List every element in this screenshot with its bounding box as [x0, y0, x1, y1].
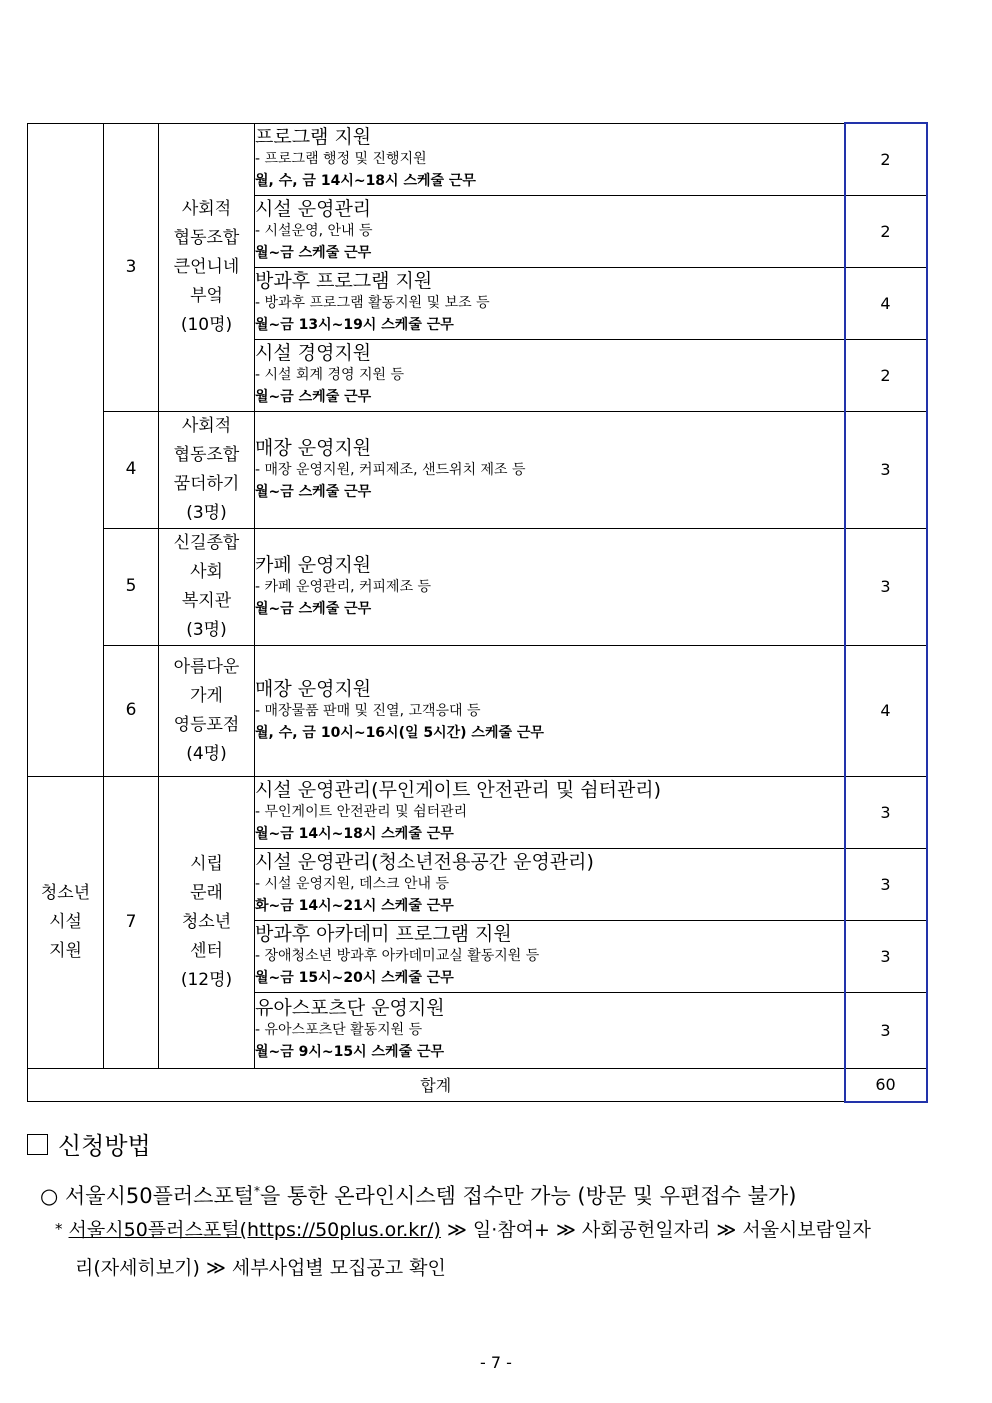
count-cell: 4	[845, 267, 927, 339]
category-cell	[28, 123, 104, 776]
count-cell: 4	[845, 645, 927, 776]
task-desc: - 방과후 프로그램 활동지원 및 보조 등	[255, 295, 490, 311]
task-schedule: 월, 수, 금 10시~16시(일 5시간) 스케줄 근무	[255, 724, 544, 741]
task-desc: - 시설 회계 경영 지원 등	[255, 367, 405, 383]
task-schedule: 월~금 15시~20시 스케줄 근무	[255, 970, 454, 986]
task-cell	[255, 920, 845, 992]
task-schedule: 월~금 스케줄 근무	[255, 600, 372, 617]
count-cell: 3	[845, 920, 927, 992]
table-row	[28, 528, 927, 645]
task-cell	[255, 776, 845, 848]
note-path-1: ≫ 일·참여+ ≫ 사회공헌일자리 ≫ 서울시보람일자	[440, 1219, 871, 1241]
org-cell: 사회적 협동조합 큰언니네 부엌 (10명)	[159, 123, 255, 411]
note-line-2: 리(자세히보기) ≫ 세부사업별 모집공고 확인	[75, 1257, 446, 1279]
task-schedule: 월~금 9시~15시 스케줄 근무	[255, 1044, 445, 1060]
count-cell: 3	[845, 992, 927, 1068]
total-row	[28, 1068, 927, 1102]
count-cell: 2	[845, 123, 927, 195]
row-number: 7	[104, 776, 159, 1068]
task-title: 시설 운영관리(무인게이트 안전관리 및 쉼터관리)	[255, 779, 662, 801]
apply-bullet	[40, 1175, 796, 1212]
count-cell: 2	[845, 195, 927, 267]
task-schedule: 화~금 14시~21시 스케줄 근무	[255, 898, 454, 914]
task-schedule: 월~금 14시~18시 스케줄 근무	[255, 826, 454, 842]
count-cell: 3	[845, 411, 927, 528]
job-table	[27, 122, 928, 1103]
task-schedule: 월~금 스케줄 근무	[255, 389, 372, 405]
table-row	[28, 411, 927, 528]
total-value: 60	[845, 1068, 927, 1102]
count-cell: 3	[845, 776, 927, 848]
checkbox-square-icon	[27, 1134, 48, 1155]
task-title: 매장 운영지원	[255, 436, 372, 459]
page-number: - 7 -	[480, 1353, 512, 1372]
table-row	[28, 776, 927, 848]
task-desc: - 장애청소년 방과후 아카데미교실 활동지원 등	[255, 948, 540, 964]
task-cell	[255, 123, 845, 195]
circle-bullet-icon: ○	[40, 1184, 59, 1208]
task-cell	[255, 528, 845, 645]
task-desc: - 매장물품 판매 및 진열, 고객응대 등	[255, 702, 481, 719]
task-desc: - 프로그램 행정 및 진행지원	[255, 151, 427, 167]
task-desc: - 카페 운영관리, 커피제조 등	[255, 578, 432, 595]
table-row	[28, 123, 927, 195]
row-number: 6	[104, 645, 159, 776]
row-number: 5	[104, 528, 159, 645]
row-number: 3	[104, 123, 159, 411]
task-desc: - 유아스포츠단 활동지원 등	[255, 1022, 423, 1038]
task-title: 유아스포츠단 운영지원	[255, 997, 445, 1019]
task-schedule: 월~금 스케줄 근무	[255, 245, 372, 261]
task-cell	[255, 195, 845, 267]
org-cell: 신길종합 사회 복지관 (3명)	[159, 528, 255, 645]
task-title: 시설 운영관리(청소년전용공간 운영관리)	[255, 851, 594, 873]
task-title: 방과후 아카데미 프로그램 지원	[255, 923, 512, 945]
task-desc: - 시설운영, 안내 등	[255, 223, 373, 239]
count-cell: 2	[845, 339, 927, 411]
task-cell	[255, 645, 845, 776]
org-cell: 아름다운 가게 영등포점 (4명)	[159, 645, 255, 776]
task-title: 매장 운영지원	[255, 677, 372, 700]
task-title: 시설 운영관리	[255, 198, 372, 220]
task-schedule: 월~금 스케줄 근무	[255, 483, 372, 500]
portal-link[interactable]: 서울시50플러스포털(https://50plus.or.kr/)	[68, 1219, 441, 1241]
note-line-1	[55, 1214, 871, 1245]
section-title: 신청방법	[58, 1132, 151, 1160]
task-schedule: 월~금 13시~19시 스케줄 근무	[255, 317, 454, 333]
category-cell: 청소년 시설 지원	[28, 776, 104, 1068]
task-cell	[255, 339, 845, 411]
task-desc: - 시설 운영지원, 데스크 안내 등	[255, 876, 450, 892]
row-number: 4	[104, 411, 159, 528]
task-title: 프로그램 지원	[255, 126, 372, 148]
footnote-star: *	[254, 1184, 261, 1198]
org-cell: 시립 문래 청소년 센터 (12명)	[159, 776, 255, 1068]
task-desc: - 매장 운영지원, 커피제조, 샌드위치 제조 등	[255, 461, 526, 478]
task-title: 시설 경영지원	[255, 342, 372, 364]
count-cell: 3	[845, 848, 927, 920]
table-row	[28, 645, 927, 776]
section-heading	[27, 1128, 151, 1164]
task-cell	[255, 848, 845, 920]
task-cell	[255, 992, 845, 1068]
note-star: *	[55, 1220, 63, 1238]
task-cell	[255, 411, 845, 528]
task-schedule: 월, 수, 금 14시~18시 스케줄 근무	[255, 173, 476, 189]
total-label: 합계	[28, 1068, 845, 1102]
org-cell: 사회적 협동조합 꿈더하기 (3명)	[159, 411, 255, 528]
task-cell	[255, 267, 845, 339]
bullet-text-b: 을 통한 온라인시스템 접수만 가능 (방문 및 우편접수 불가)	[260, 1184, 797, 1208]
count-cell: 3	[845, 528, 927, 645]
bullet-text-a: 서울시50플러스포털	[65, 1184, 255, 1208]
task-desc: - 무인게이트 안전관리 및 쉼터관리	[255, 804, 468, 820]
task-title: 방과후 프로그램 지원	[255, 270, 433, 292]
task-title: 카페 운영지원	[255, 553, 372, 576]
